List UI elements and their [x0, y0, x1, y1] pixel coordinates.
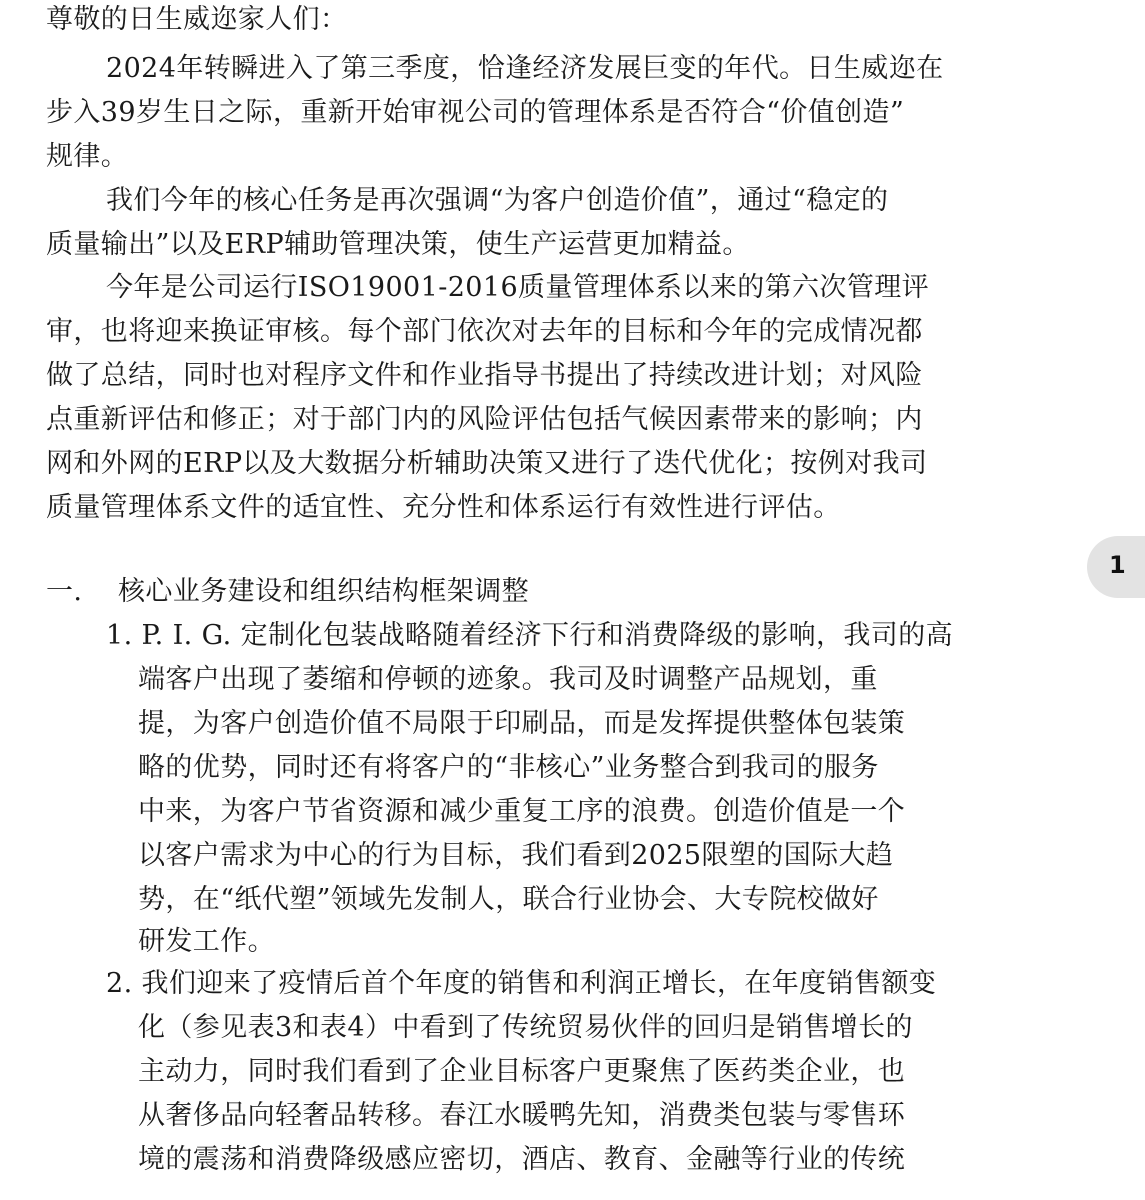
list-item-2-line-5: 境的震荡和消费降级感应密切，酒店、教育、金融等行业的传统	[138, 1144, 906, 1175]
paragraph-3-line-6: 质量管理体系文件的适宜性、充分性和体系运行有效性进行评估。	[46, 492, 841, 523]
list-item-2-line-1: 2. 我们迎来了疫情后首个年度的销售和利润正增长，在年度销售额变	[106, 968, 937, 999]
list-item-1-line-6: 以客户需求为中心的行为目标，我们看到2025限塑的国际大趋	[138, 840, 894, 871]
list-item-1-line-4: 略的优势，同时还有将客户的“非核心”业务整合到我司的服务	[138, 752, 879, 783]
list-item-1-line-8: 研发工作。	[138, 926, 275, 957]
list-item-1-line-5: 中来，为客户节省资源和减少重复工序的浪费。创造价值是一个	[138, 796, 906, 827]
paragraph-1-line-2: 步入39岁生日之际，重新开始审视公司的管理体系是否符合“价值创造”	[46, 97, 905, 128]
section-heading-number: 一.	[46, 576, 83, 607]
paragraph-2-line-2: 质量输出”以及ERP辅助管理决策，使生产运营更加精益。	[46, 229, 750, 260]
paragraph-3-line-4: 点重新评估和修正；对于部门内的风险评估包括气候因素带来的影响；内	[46, 404, 923, 435]
paragraph-2-line-1: 我们今年的核心任务是再次强调“为客户创造价值”，通过“稳定的	[106, 185, 889, 216]
paragraph-3-line-2: 审，也将迎来换证审核。每个部门依次对去年的目标和今年的完成情况都	[46, 316, 923, 347]
section-heading: 核心业务建设和组织结构框架调整	[118, 576, 529, 607]
paragraph-3-line-1: 今年是公司运行ISO19001-2016质量管理体系以来的第六次管理评	[106, 272, 930, 303]
paragraph-1-line-3: 规律。	[46, 141, 129, 172]
list-item-2-line-3: 主动力，同时我们看到了企业目标客户更聚焦了医药类企业，也	[138, 1056, 906, 1087]
list-item-1-line-3: 提，为客户创造价值不局限于印刷品，而是发挥提供整体包装策	[138, 708, 906, 739]
salutation: 尊敬的日生威迩家人们：	[46, 4, 348, 35]
list-item-1-line-1: 1. P. I. G. 定制化包装战略随着经济下行和消费降级的影响，我司的高	[106, 620, 954, 651]
list-item-2-line-2: 化（参见表3和表4）中看到了传统贸易伙伴的回归是销售增长的	[138, 1012, 913, 1043]
paragraph-3-line-3: 做了总结，同时也对程序文件和作业指导书提出了持续改进计划；对风险	[46, 360, 923, 391]
list-item-2-line-4: 从奢侈品向轻奢品转移。春江水暖鸭先知，消费类包装与零售环	[138, 1100, 906, 1131]
page-number-tab	[1087, 536, 1145, 598]
page-number: 1	[1109, 551, 1126, 579]
paragraph-1-line-1: 2024年转瞬进入了第三季度，恰逢经济发展巨变的年代。日生威迩在	[106, 53, 944, 84]
list-item-1-line-7: 势，在“纸代塑”领域先发制人，联合行业协会、大专院校做好	[138, 884, 879, 915]
paragraph-3-line-5: 网和外网的ERP以及大数据分析辅助决策又进行了迭代优化；按例对我司	[46, 448, 928, 479]
list-item-1-line-2: 端客户出现了萎缩和停顿的迹象。我司及时调整产品规划，重	[138, 664, 878, 695]
